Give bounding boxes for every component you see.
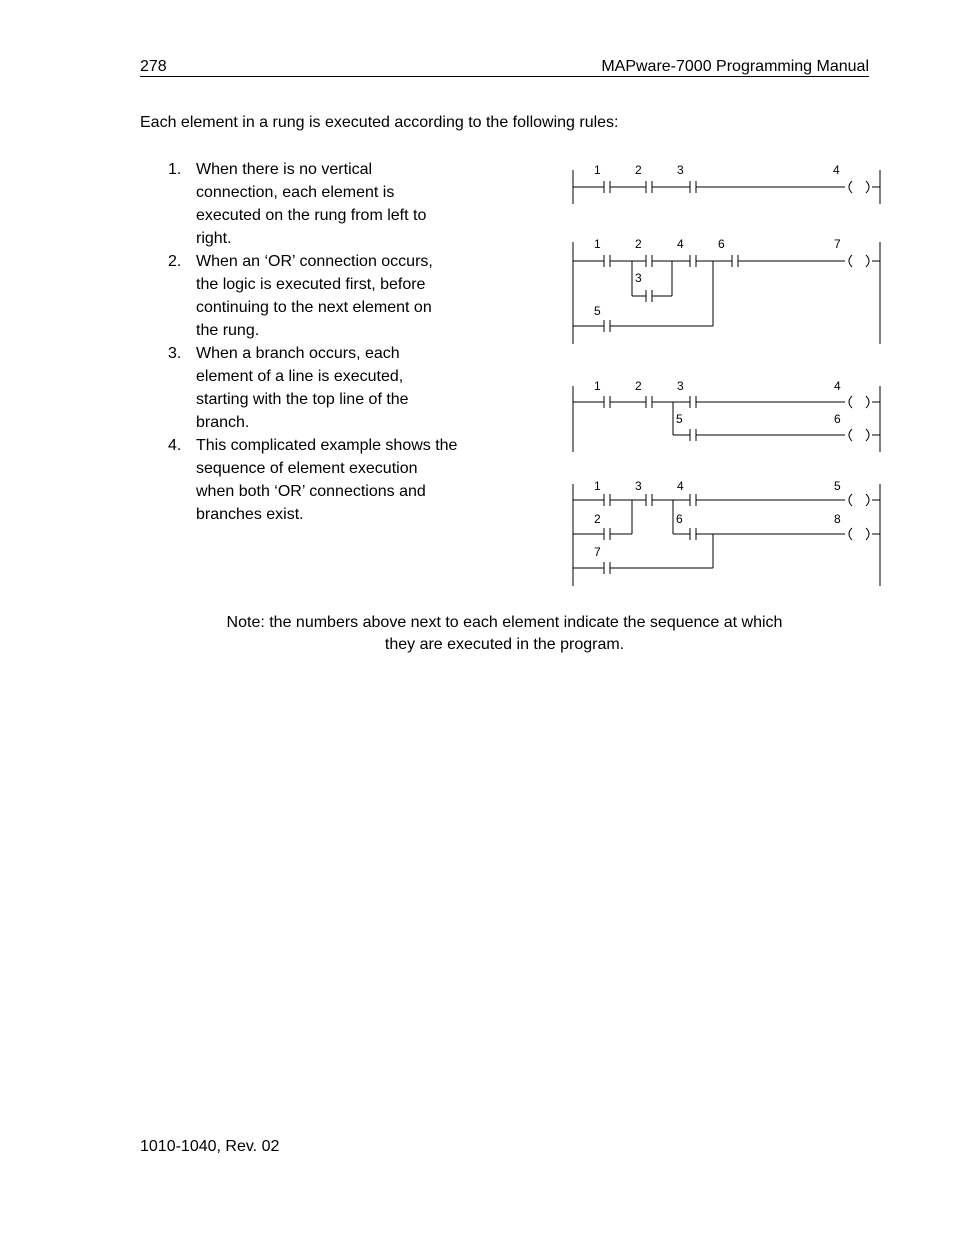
contact-symbol xyxy=(604,494,610,506)
sequence-label: 7 xyxy=(594,545,601,559)
rule-item xyxy=(168,250,458,342)
coil-symbol xyxy=(849,181,869,193)
sequence-label: 5 xyxy=(594,304,601,318)
contact-symbol xyxy=(690,528,696,540)
ladder-diagram xyxy=(566,158,886,590)
sequence-label: 3 xyxy=(677,379,684,393)
contact-symbol xyxy=(732,255,738,267)
sequence-label: 3 xyxy=(677,163,684,177)
sequence-label: 1 xyxy=(594,479,601,493)
manual-title: MAPware-7000 Programming Manual xyxy=(601,58,869,75)
page-number: 278 xyxy=(140,58,167,75)
sequence-label: 1 xyxy=(594,163,601,177)
sequence-label: 6 xyxy=(834,412,841,426)
contact-symbol xyxy=(604,181,610,193)
sequence-label: 4 xyxy=(677,237,684,251)
coil-symbol xyxy=(849,429,869,441)
coil-symbol xyxy=(849,494,869,506)
contact-symbol xyxy=(604,396,610,408)
contact-symbol xyxy=(646,255,652,267)
sequence-label: 1 xyxy=(594,237,601,251)
contact-symbol xyxy=(690,396,696,408)
rule-text: This complicated example shows the sequence of element execution when both ‘OR’ connections and branches exist. xyxy=(196,437,458,523)
sequence-label: 8 xyxy=(834,512,841,526)
contact-symbol xyxy=(604,320,610,332)
header-rule xyxy=(140,76,869,77)
rung-1-labels xyxy=(594,163,840,177)
sequence-label: 3 xyxy=(635,271,642,285)
coil-symbol xyxy=(849,396,869,408)
contact-symbol xyxy=(646,290,652,302)
note-line: Note: the numbers above next to each element indicate the sequence at which xyxy=(226,614,783,631)
contact-symbol xyxy=(604,255,610,267)
execution-rules-list xyxy=(168,158,458,526)
sequence-label: 4 xyxy=(833,163,840,177)
rule-item xyxy=(168,342,458,434)
contact-symbol xyxy=(690,494,696,506)
contact-symbol xyxy=(690,181,696,193)
execution-note xyxy=(140,612,869,656)
rule-item xyxy=(168,158,458,250)
contact-symbol xyxy=(646,396,652,408)
contact-symbol xyxy=(604,562,610,574)
ladder-rung-4 xyxy=(573,484,880,586)
rule-number: 1. xyxy=(168,161,182,178)
sequence-label: 2 xyxy=(594,512,601,526)
sequence-label: 6 xyxy=(718,237,725,251)
sequence-label: 6 xyxy=(676,512,683,526)
sequence-label: 2 xyxy=(635,379,642,393)
rung-4-labels xyxy=(594,479,841,559)
rule-number: 4. xyxy=(168,437,182,454)
contact-symbol xyxy=(604,528,610,540)
rule-text: When an ‘OR’ connection occurs, the logic is executed first, before continuing to the next element on the rung. xyxy=(196,253,433,339)
sequence-label: 3 xyxy=(635,479,642,493)
rule-item xyxy=(168,434,458,526)
sequence-label: 5 xyxy=(834,479,841,493)
contact-symbol xyxy=(690,255,696,267)
sequence-label: 2 xyxy=(635,163,642,177)
rung-2-labels xyxy=(594,237,841,318)
rule-text: When a branch occurs, each element of a line is executed, starting with the top line of the branch. xyxy=(196,345,409,431)
sequence-label: 4 xyxy=(677,479,684,493)
note-line: they are executed in the program. xyxy=(384,636,625,653)
sequence-label: 2 xyxy=(635,237,642,251)
contact-symbol xyxy=(690,429,696,441)
coil-symbol xyxy=(849,255,869,267)
document-revision: 1010-1040, Rev. 02 xyxy=(140,1138,280,1155)
sequence-label: 1 xyxy=(594,379,601,393)
contact-symbol xyxy=(646,181,652,193)
ladder-rung-2 xyxy=(573,242,880,344)
rule-number: 2. xyxy=(168,253,182,270)
coil-symbol xyxy=(849,528,869,540)
intro-paragraph: Each element in a rung is executed according to the following rules: xyxy=(140,114,619,131)
rule-number: 3. xyxy=(168,345,182,362)
contact-symbol xyxy=(646,494,652,506)
sequence-label: 7 xyxy=(834,237,841,251)
rule-text: When there is no vertical connection, each element is executed on the rung from left to right. xyxy=(196,161,427,247)
sequence-label: 4 xyxy=(834,379,841,393)
sequence-label: 5 xyxy=(676,412,683,426)
